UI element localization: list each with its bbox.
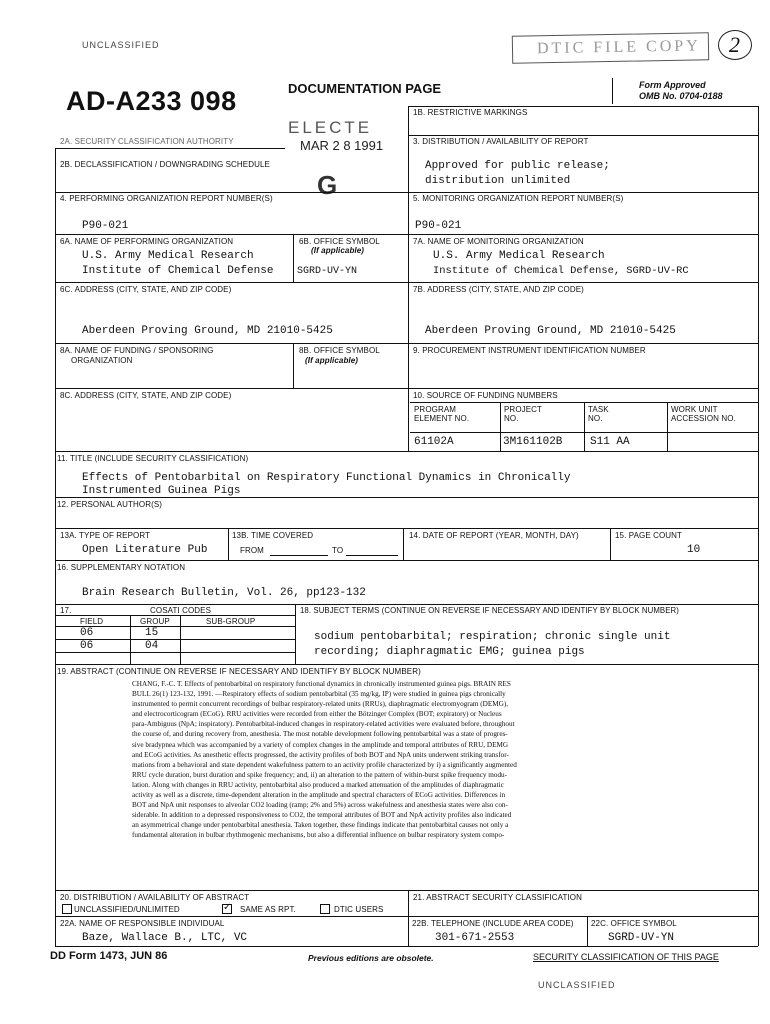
f6b-value: SGRD-UV-YN	[297, 266, 358, 277]
f15-label: 15. PAGE COUNT	[615, 531, 683, 540]
f20-label: 20. DISTRIBUTION / AVAILABILITY OF ABSTRACT	[60, 893, 250, 902]
f11-line2: Instrumented Guinea Pigs	[82, 485, 241, 497]
col-divider-8b	[293, 343, 294, 388]
project-label1: PROJECT	[504, 405, 543, 414]
bottom-classification: UNCLASSIFIED	[538, 980, 616, 990]
f6a-line1: U.S. Army Medical Research	[82, 250, 254, 262]
col-divider-15	[610, 528, 611, 560]
f15-value: 10	[687, 544, 701, 556]
field-label: FIELD	[80, 617, 104, 626]
form-top-border	[408, 106, 758, 107]
f20-opt3: DTIC USERS	[334, 905, 384, 914]
abstract-line: instrumented to permit concurrent recordings of bulbar respiratory-related units (RRUs), diaphragmatic electromyogram (DEMG),	[132, 700, 509, 709]
f3-label: 3. DISTRIBUTION / AVAILABILITY OF REPORT	[413, 137, 589, 146]
abstract-line: mations from a behavioral and state dependent wakefulness pattern to an activity profile characterized by i) a significantly augmented	[132, 760, 517, 769]
f13b-label: 13B. TIME COVERED	[232, 531, 314, 540]
f13a-value: Open Literature Pub	[82, 544, 208, 556]
f5-value: P90-021	[415, 220, 462, 232]
abstract-line: siderable. In addition to a depressed responsiveness to CO2, the temporal attributes of BOT and NpA activity profiles also indicated	[132, 811, 512, 820]
cosati-field-2: 06	[80, 640, 94, 652]
col-divider-cosati-group	[130, 615, 131, 664]
col-divider-upper	[408, 106, 409, 451]
check-mark-icon: ✓	[223, 902, 232, 913]
same-as-rpt-checkbox[interactable]	[222, 904, 232, 914]
f22c-label: 22C. OFFICE SYMBOL	[591, 919, 677, 928]
rule-4	[55, 234, 758, 235]
col-divider-project	[500, 402, 501, 451]
rule-19	[55, 890, 758, 891]
rule-11	[55, 451, 758, 452]
f13a-label: 13A. TYPE OF REPORT	[60, 531, 151, 540]
abstract-line: RRU cycle duration, burst duration and spike frequency; and, ii) an alteration to the pattern of within-burst spike frequency modu-	[132, 770, 508, 779]
program-label2: ELEMENT NO.	[414, 414, 470, 423]
cosati-label: COSATI CODES	[150, 606, 212, 615]
abstract-line: the course of, and during recovery from, anesthesia. The most notable development following pentobarbital was a state of progres-	[132, 730, 508, 739]
form-number: DD Form 1473, JUN 86	[50, 950, 168, 962]
form-approved-box	[612, 78, 758, 104]
electe-date: MAR 2 8 1991	[300, 138, 384, 153]
f18-line1: sodium pentobarbital; respiration; chronic single unit	[314, 631, 671, 643]
col-divider-task	[584, 402, 585, 451]
dtic-stamp-text: DTIC FILE COPY	[536, 37, 701, 58]
form-right-border	[758, 106, 759, 946]
f8b-sub: (If applicable)	[305, 356, 359, 365]
f17-label: 17.	[60, 606, 72, 615]
abstract-line: lation. Along with changes in RRU activity, pentobarbital also produced a marked attenuation of the amplitudes of diaphragmatic	[132, 780, 504, 789]
rule-1b	[408, 135, 758, 136]
f20-opt2: SAME AS RPT.	[240, 905, 296, 914]
rule-8a	[55, 388, 758, 389]
ad-number: AD-A233 098	[66, 86, 237, 116]
f19-label: 19. ABSTRACT (CONTINUE ON REVERSE IF NECESSARY AND IDENTIFY BY BLOCK NUMBER)	[57, 667, 421, 676]
unclassified-unlimited-checkbox[interactable]	[62, 904, 72, 914]
f8b-label: 8B. OFFICE SYMBOL	[299, 346, 380, 355]
workunit-label2: ACCESSION NO.	[671, 414, 736, 423]
f18-label: 18. SUBJECT TERMS (CONTINUE ON REVERSE IF NECESSARY AND IDENTIFY BY BLOCK NUMBER)	[300, 606, 679, 615]
cosati-field-1: 06	[80, 627, 94, 639]
rule-6c	[55, 343, 758, 344]
circled-number-text: 2	[729, 32, 740, 57]
rule-cosati-head	[55, 615, 295, 616]
subgroup-label: SUB-GROUP	[206, 617, 256, 626]
project-value: 3M161102B	[503, 436, 563, 448]
abstract-line: sive bradypnea which was accompanied by a variety of complex changes in the amplitude and temporal attributes of RRU, DEMG	[132, 740, 509, 749]
f6c-value: Aberdeen Proving Ground, MD 21010-5425	[82, 325, 333, 337]
f3-line1: Approved for public release;	[425, 160, 610, 172]
abstract-line: BULL 26(1) 123-132, 1991. —Respiratory effects of sodium pentobarbital (35 mg/kg, IP) were studied in guinea pigs chronically	[132, 690, 506, 699]
f6b-sub: (If applicable)	[311, 246, 365, 255]
rule-13	[55, 528, 758, 529]
f4-value: P90-021	[82, 220, 129, 232]
col-divider-18	[295, 604, 296, 664]
rule-2a	[55, 148, 285, 149]
program-label1: PROGRAM	[414, 405, 457, 414]
top-classification: UNCLASSIFIED	[82, 40, 160, 50]
abstract-line: BOT and NpA unit responses to alveolar CO2 loading (ramp; 2% and 5%) across wakefulness and anesthesia states were also con-	[132, 801, 508, 810]
f10-label: 10. SOURCE OF FUNDING NUMBERS	[413, 391, 558, 400]
f9-label: 9. PROCUREMENT INSTRUMENT IDENTIFICATION NUMBER	[413, 346, 646, 355]
group-label: GROUP	[140, 617, 170, 626]
f7a-line2: Institute of Chemical Defense, SGRD-UV-RC	[433, 265, 689, 277]
f18-line2: recording; diaphragmatic EMG; guinea pigs	[314, 646, 585, 658]
dtic-users-checkbox[interactable]	[320, 904, 330, 914]
f7b-label: 7B. ADDRESS (CITY, STATE, AND ZIP CODE)	[413, 285, 584, 294]
dtic-electe: ELECTE	[288, 118, 373, 137]
f1b-label: 1B. RESTRICTIVE MARKINGS	[413, 108, 528, 117]
form-left-border	[55, 148, 56, 946]
col-divider-13b	[228, 528, 229, 560]
col-divider-14	[403, 528, 404, 560]
security-class: SECURITY CLASSIFICATION OF THIS PAGE	[533, 952, 719, 962]
doc-page-title: DOCUMENTATION PAGE	[288, 81, 442, 96]
obsolete-note: Previous editions are obsolete.	[308, 953, 434, 963]
f4-label: 4. PERFORMING ORGANIZATION REPORT NUMBER(S)	[60, 194, 273, 203]
f7b-value: Aberdeen Proving Ground, MD 21010-5425	[425, 325, 676, 337]
f11-label: 11. TITLE (INCLUDE SECURITY CLASSIFICATION)	[57, 454, 249, 463]
col-divider-6b	[293, 234, 294, 282]
f12-label: 12. PERSONAL AUTHOR(S)	[57, 500, 163, 509]
abstract-line: an asymmetrical change under pentobarbital anesthesia. Taken together, these findings indicate that pentobarbital causes not only a	[132, 821, 509, 830]
f2a-label: 2A. SECURITY CLASSIFICATION AUTHORITY	[60, 137, 234, 146]
f8c-label: 8C. ADDRESS (CITY, STATE, AND ZIP CODE)	[60, 391, 232, 400]
cosati-group-1: 15	[145, 627, 159, 639]
f6c-label: 6C. ADDRESS (CITY, STATE, AND ZIP CODE)	[60, 285, 232, 294]
rule-2b	[55, 192, 758, 193]
f6a-label: 6A. NAME OF PERFORMING ORGANIZATION	[60, 237, 234, 246]
f7a-line1: U.S. Army Medical Research	[433, 250, 605, 262]
f13b-from-line	[270, 555, 328, 556]
form-approved: Form Approved	[639, 80, 706, 90]
f6a-line2: Institute of Chemical Defense	[82, 265, 274, 277]
f22b-label: 22B. TELEPHONE (INCLUDE AREA CODE)	[412, 919, 574, 928]
dtic-stamp	[512, 32, 709, 63]
f16-label: 16. SUPPLEMENTARY NOTATION	[57, 563, 186, 572]
rule-17	[55, 604, 758, 605]
f6b-label: 6B. OFFICE SYMBOL	[299, 237, 380, 246]
task-value: S11 AA	[590, 436, 630, 448]
f14-label: 14. DATE OF REPORT (YEAR, MONTH, DAY)	[409, 531, 579, 540]
workunit-label1: WORK UNIT	[671, 405, 718, 414]
f22b-value: 301-671-2553	[435, 932, 515, 944]
f5-label: 5. MONITORING ORGANIZATION REPORT NUMBER(S)	[413, 194, 624, 203]
cosati-group-2: 04	[145, 640, 159, 652]
dtic-letter: G	[317, 170, 338, 200]
abstract-line: fundamental alteration in bulbar rhythmogenic mechanisms, but also a differential influence on bulbar respiratory system compo-	[132, 831, 505, 840]
f20-opt1: UNCLASSIFIED/UNLIMITED	[74, 905, 180, 914]
circled-number	[718, 30, 752, 60]
rule-20	[55, 916, 758, 917]
f22c-value: SGRD-UV-YN	[608, 932, 675, 944]
f7a-label: 7A. NAME OF MONITORING ORGANIZATION	[413, 237, 584, 246]
rule-16	[55, 560, 758, 561]
f8a-label2: ORGANIZATION	[71, 356, 133, 365]
col-divider-workunit	[667, 402, 668, 451]
abstract-line: CHANG, F.-C. T. Effects of pentobarbital on respiratory functional dynamics in chronically instrumented guinea pigs. BRAIN RES	[132, 680, 511, 688]
col-divider-cosati-sub	[180, 615, 181, 664]
col-divider-20	[408, 890, 409, 946]
abstract-line: para-Ambiguus (NpA; inspiratory). Pentobarbital-induced changes in respiratory-related activities were evaluated before, throughout	[132, 720, 515, 729]
f22a-value: Baze, Wallace B., LTC, VC	[82, 932, 248, 944]
f2b-label: 2B. DECLASSIFICATION / DOWNGRADING SCHEDULE	[60, 160, 270, 169]
f8a-label1: 8A. NAME OF FUNDING / SPONSORING	[60, 346, 214, 355]
project-label2: NO.	[504, 414, 519, 423]
omb-number: OMB No. 0704-0188	[639, 91, 723, 101]
task-label1: TASK	[588, 405, 609, 414]
rule-6a	[55, 282, 758, 283]
f16-value: Brain Research Bulletin, Vol. 26, pp123-132	[82, 587, 366, 599]
program-value: 61102A	[414, 436, 454, 448]
abstract-line: and electrocorticogram (ECoG). RRU activities were recorded from either the Bötzinger Complex (BOT; expiratory) or Nucleus	[132, 710, 502, 719]
abstract-line: and ECoG activities. As anesthetic effects progressed, the activity profiles of both BOT and NpA units underwent striking transfor-	[132, 750, 509, 759]
f13b-from: FROM	[240, 546, 264, 555]
f13b-to-line	[346, 555, 398, 556]
rule-18	[55, 664, 758, 665]
f13b-to: TO	[332, 546, 344, 555]
f11-line1: Effects of Pentobarbital on Respiratory Functional Dynamics in Chronically	[82, 472, 571, 484]
col-divider-22c	[587, 916, 588, 946]
f3-line2: distribution unlimited	[425, 175, 571, 187]
f22a-label: 22A. NAME OF RESPONSIBLE INDIVIDUAL	[60, 919, 225, 928]
abstract-line: activity as well as a discrete, time-dependent alteration in the amplitude and spectral characters of ECoG activities. Differences in	[132, 791, 506, 800]
task-label2: NO.	[588, 414, 603, 423]
rule-22	[55, 946, 758, 947]
abstract-text	[132, 679, 712, 841]
f21-label: 21. ABSTRACT SECURITY CLASSIFICATION	[413, 893, 582, 902]
